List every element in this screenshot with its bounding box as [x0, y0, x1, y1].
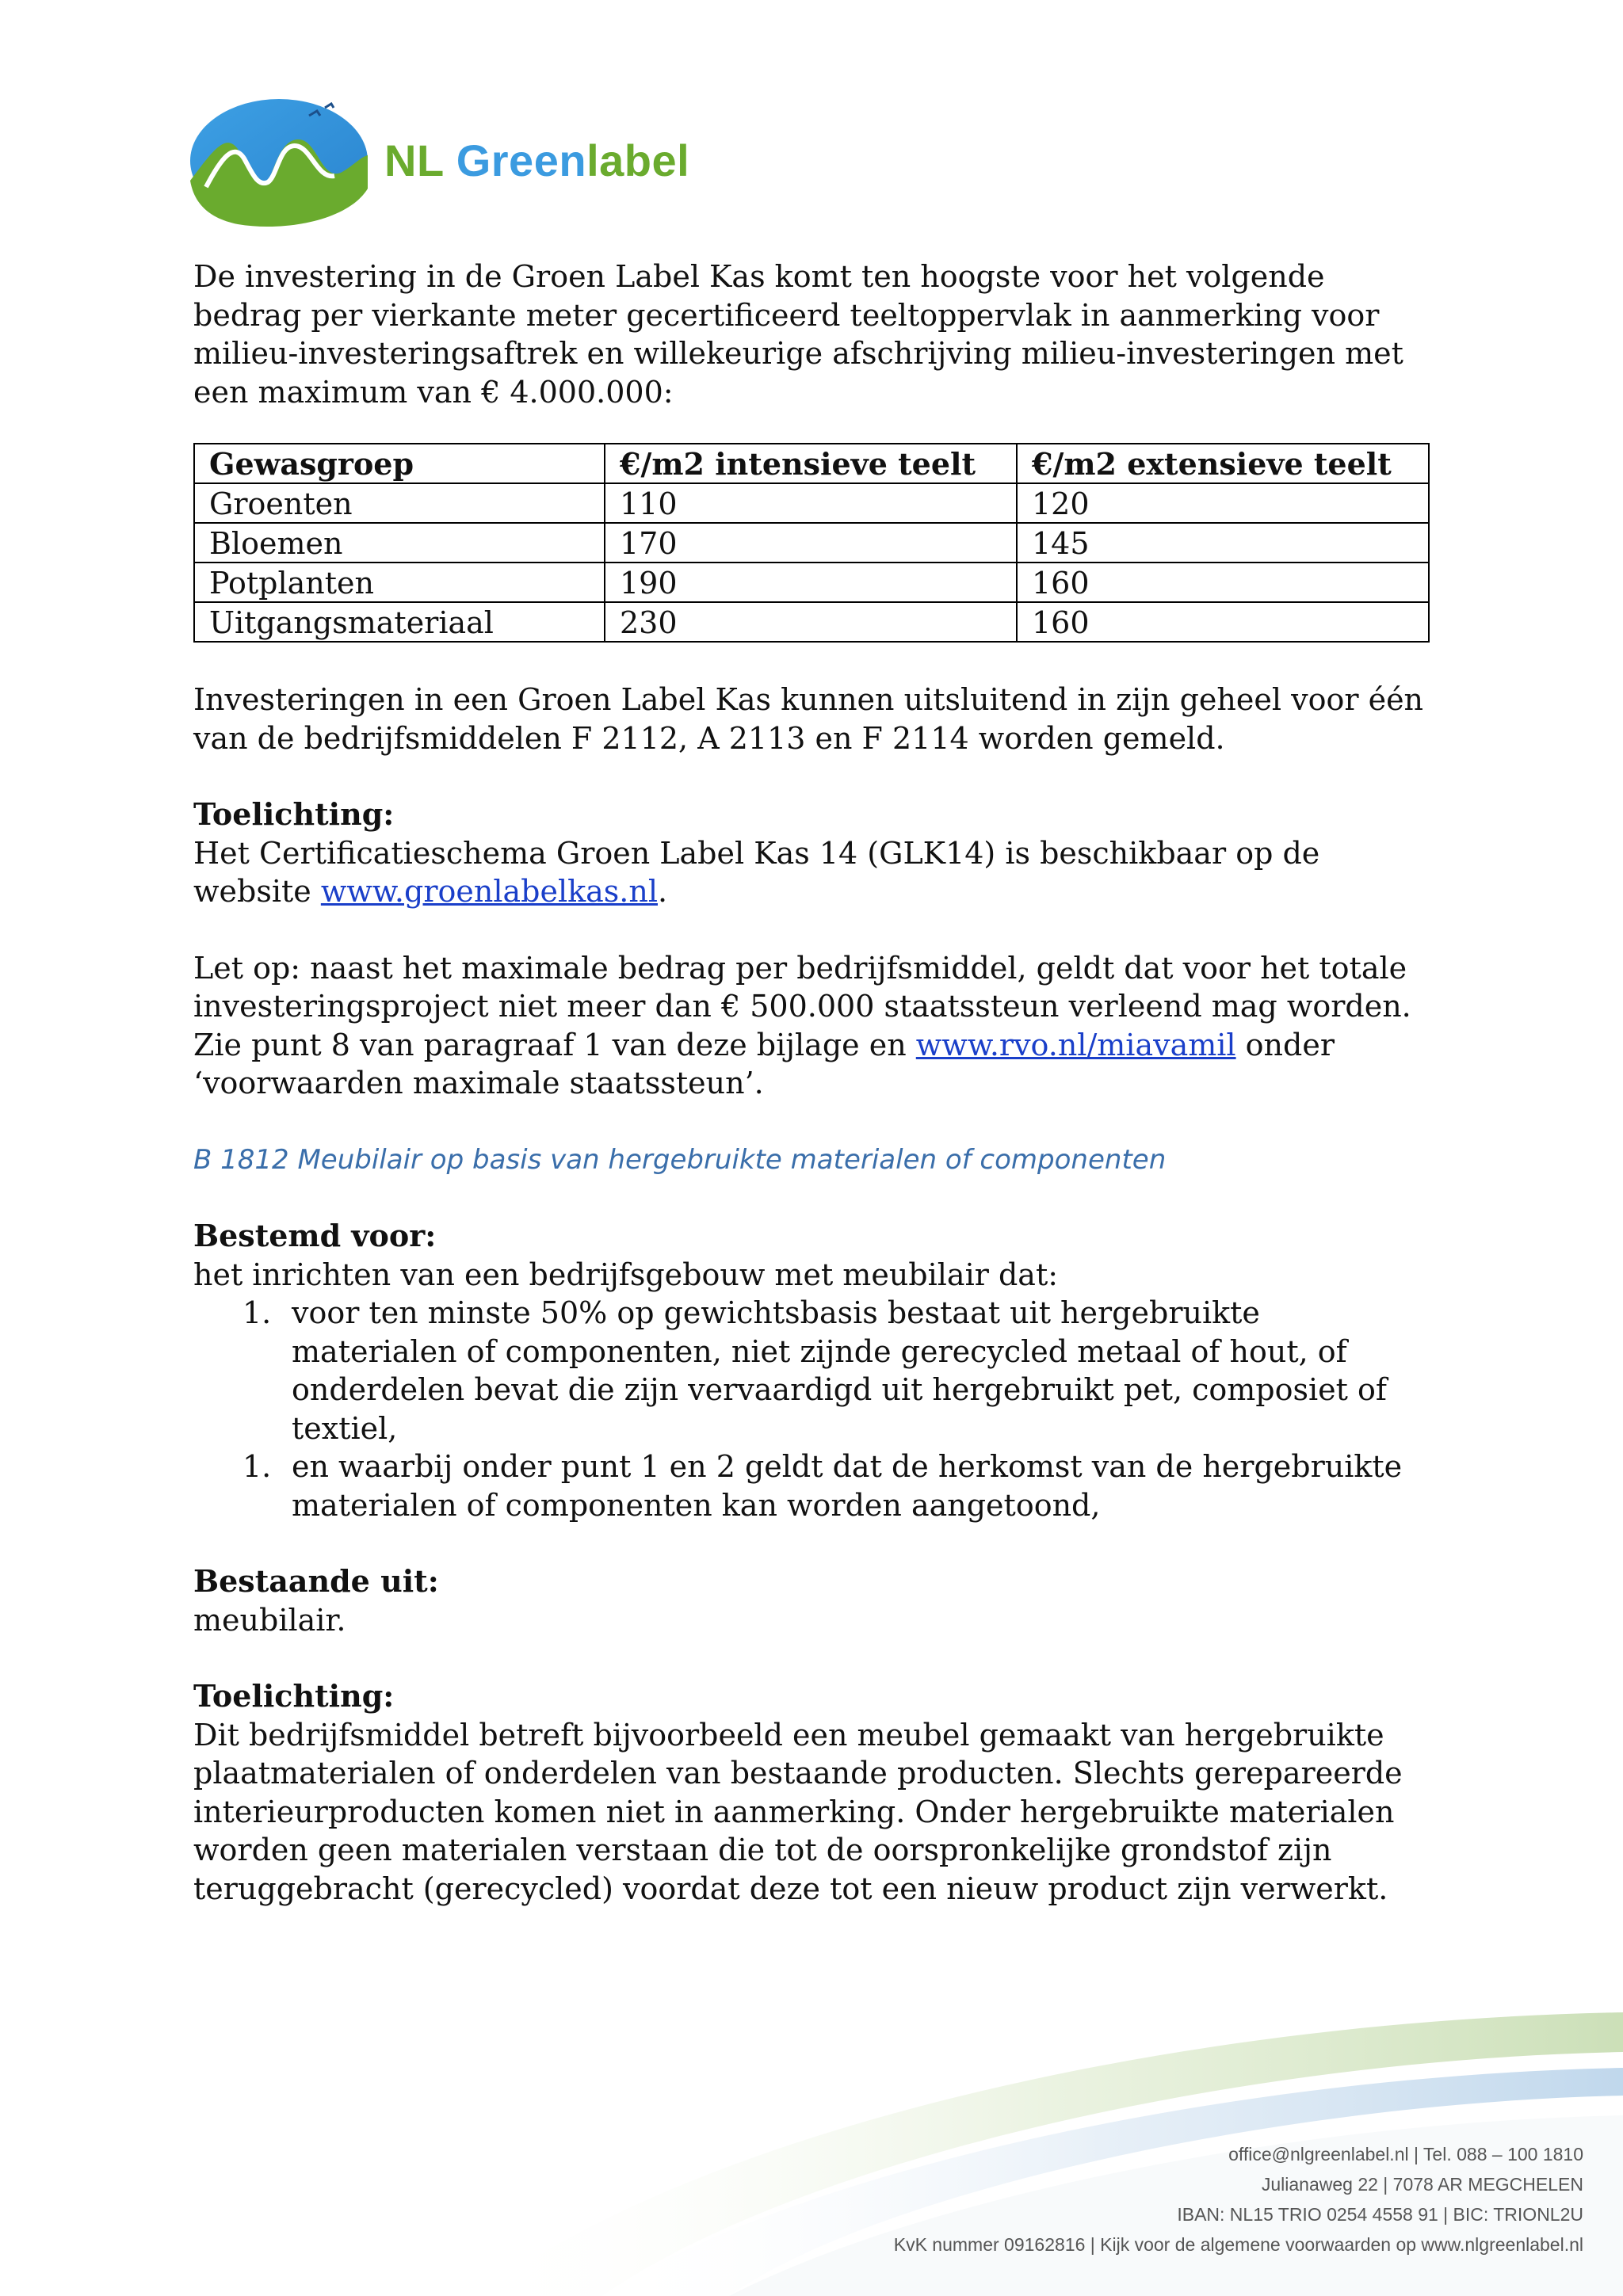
- tariff-table: [193, 443, 1430, 643]
- table-row: [194, 602, 1429, 642]
- logo-green: Green: [456, 135, 587, 185]
- table-header: €/m2 intensieve teelt: [605, 444, 1017, 483]
- investeringen-paragraph: Investeringen in een Groen Label Kas kunnen uitsluitend in zijn geheel voor één van de bedrijfsmiddelen F 2112, A 2113 en F 2114 worden gemeld.: [193, 682, 1424, 756]
- letop-paragraph: [193, 949, 1430, 1103]
- table-header: Gewasgroep: [194, 444, 605, 483]
- table-cell: 230: [605, 602, 1017, 642]
- table-cell: Bloemen: [194, 523, 605, 563]
- logo-nl: NL: [384, 135, 456, 185]
- footer-contact: [894, 2139, 1583, 2260]
- list-number: 1.: [242, 1295, 272, 1330]
- list-item: [193, 1294, 1430, 1447]
- bestaande-text: meubilair.: [193, 1602, 346, 1638]
- toelichting2-heading: Toelichting:: [193, 1678, 395, 1714]
- table-header-row: [194, 444, 1429, 483]
- table-cell: 110: [605, 483, 1017, 523]
- table-cell: Uitgangsmateriaal: [194, 602, 605, 642]
- table-cell: 190: [605, 563, 1017, 602]
- toelichting-heading: Toelichting:: [193, 796, 395, 832]
- letop-text: Let op: naast het maximale bedrag per bedrijfsmiddel, geldt dat voor het totale investeringsproject niet meer dan € 500.000 staatssteun verleend mag worden. Zie punt 8 van paragraaf 1 van deze bijlage en: [193, 950, 1411, 1062]
- list-item: [193, 1447, 1430, 1524]
- footer-line-address: Julianaweg 22 | 7078 AR MEGCHELEN: [1261, 2174, 1583, 2195]
- table-row: [194, 563, 1429, 602]
- letop-end: onder ‘voorwaarden maximale staatssteun’.: [193, 1027, 1335, 1100]
- section-subheading: B 1812 Meubilair op basis van hergebruikte materialen of componenten: [193, 1143, 1167, 1176]
- table-cell: Potplanten: [194, 563, 605, 602]
- toelichting-text: Het Certificatieschema Groen Label Kas 14 (GLK14) is beschikbaar op de website: [193, 835, 1320, 909]
- toelichting2-paragraph: Dit bedrijfsmiddel betreft bijvoorbeeld een meubel gemaakt van hergebruikte plaatmaterialen of onderdelen van bestaande producten. Slechts gerepareerde interieurproducten komen niet in aanmerking. Onder hergebruikte materialen worden geen materialen verstaan die tot de oorspronkelijke grondstof zijn teruggebracht (gerecycled) voordat deze tot een nieuw product zijn verwerkt.: [193, 1717, 1403, 1906]
- table-cell: 120: [1017, 483, 1429, 523]
- table-cell: 160: [1017, 563, 1429, 602]
- criteria-list: [193, 1294, 1430, 1524]
- table-cell: 170: [605, 523, 1017, 563]
- table-cell: Groenten: [194, 483, 605, 523]
- table-row: [194, 523, 1429, 563]
- bestaande-heading: Bestaande uit:: [193, 1563, 439, 1599]
- table-row: [194, 483, 1429, 523]
- intro-paragraph: De investering in de Groen Label Kas komt ten hoogste voor het volgende bedrag per vierkante meter gecertificeerd teeltoppervlak in aanmerking voor milieu-investeringsaftrek en willekeurige afschrijving milieu-investeringen met een maximum van € 4.000.000:: [193, 259, 1403, 410]
- footer-line-contact: office@nlgreenlabel.nl | Tel. 088 – 100 1810: [1228, 2144, 1583, 2164]
- rvo-link[interactable]: www.rvo.nl/miavamil: [915, 1027, 1236, 1062]
- logo-label: label: [586, 135, 690, 185]
- table-cell: 145: [1017, 523, 1429, 563]
- toelichting-end: .: [658, 874, 668, 909]
- list-text: en waarbij onder punt 1 en 2 geldt dat de herkomst van de hergebruikte materialen of componenten kan worden aangetoond,: [292, 1449, 1403, 1523]
- footer-line-kvk: KvK nummer 09162816 | Kijk voor de algemene voorwaarden op www.nlgreenlabel.nl: [893, 2234, 1583, 2255]
- list-number: 1.: [242, 1449, 272, 1484]
- table-header: €/m2 extensieve teelt: [1017, 444, 1429, 483]
- groenlabelkas-link[interactable]: www.groenlabelkas.nl: [320, 874, 658, 909]
- document-body: [193, 257, 1430, 1908]
- toelichting-paragraph: [193, 834, 1430, 911]
- bestemd-heading: Bestemd voor:: [193, 1218, 437, 1253]
- bestemd-text: het inrichten van een bedrijfsgebouw met meubilair dat:: [193, 1257, 1059, 1292]
- table-cell: 160: [1017, 602, 1429, 642]
- list-text: voor ten minste 50% op gewichtsbasis bestaat uit hergebruikte materialen of componenten, niet zijnde gerecycled metaal of hout, of onderdelen bevat die zijn vervaardigd uit hergebruikt pet, composiet of textiel,: [292, 1295, 1387, 1446]
- footer-line-bank: IBAN: NL15 TRIO 0254 4558 91 | BIC: TRIONL2U: [1177, 2204, 1583, 2225]
- logo-wordmark: [384, 135, 689, 186]
